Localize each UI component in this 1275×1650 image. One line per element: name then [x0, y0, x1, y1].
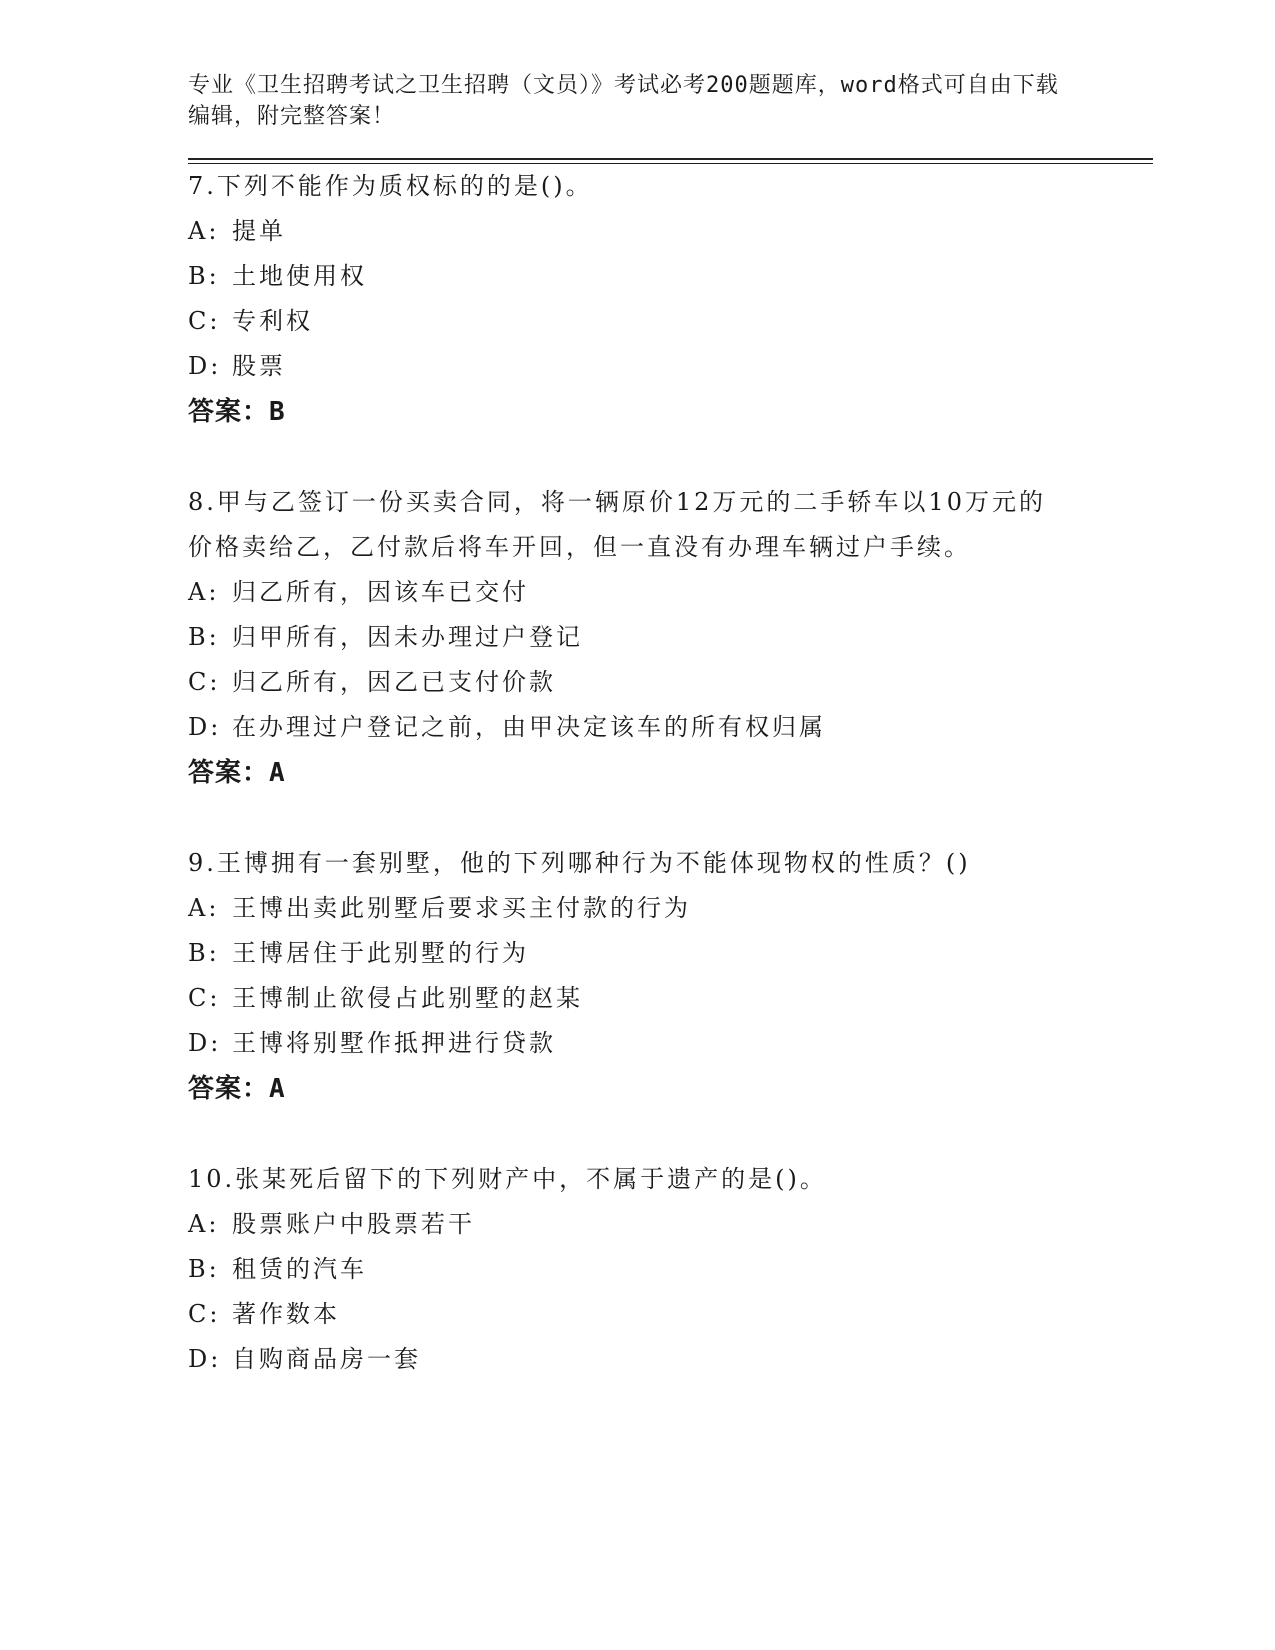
- option-key: D:: [188, 352, 222, 380]
- option-text: 王博制止欲侵占此别墅的赵某: [232, 984, 583, 1012]
- option-d: [188, 1337, 1153, 1382]
- question-stem: 8.甲与乙签订一份买卖合同，将一辆原价12万元的二手轿车以10万元的价格卖给乙，乙付款后将车开回，但一直没有办理车辆过户手续。: [188, 488, 1046, 561]
- option-text: 在办理过户登记之前，由甲决定该车的所有权归属: [232, 713, 826, 741]
- option-key: A:: [188, 217, 220, 245]
- option-key: C:: [188, 307, 221, 335]
- option-key: B:: [188, 623, 220, 651]
- answer-line: 答案：B: [188, 397, 286, 427]
- option-text: 归乙所有，因该车已交付: [232, 578, 529, 606]
- option-key: B:: [188, 1255, 220, 1283]
- option-key: C:: [188, 984, 221, 1012]
- question-stem: 10.张某死后留下的下列财产中，不属于遗产的是()。: [188, 1165, 827, 1193]
- answer-line: 答案：A: [188, 758, 286, 788]
- answer-line: 答案：A: [188, 1074, 286, 1104]
- option-key: A:: [188, 894, 220, 922]
- option-text: 王博出卖此别墅后要求买主付款的行为: [232, 894, 691, 922]
- option-d: [188, 705, 1153, 750]
- option-text: 王博居住于此别墅的行为: [232, 939, 529, 967]
- option-key: A:: [188, 578, 220, 606]
- option-key: D:: [188, 713, 222, 741]
- question-8: [188, 480, 1153, 796]
- option-text: 租赁的汽车: [232, 1255, 367, 1283]
- question-10: [188, 1157, 1153, 1382]
- option-c: [188, 1292, 1153, 1337]
- option-text: 王博将别墅作抵押进行贷款: [232, 1029, 556, 1057]
- option-text: 著作数本: [232, 1300, 340, 1328]
- option-key: A:: [188, 1210, 220, 1238]
- option-a: [188, 209, 1153, 254]
- option-text: 自购商品房一套: [232, 1345, 421, 1373]
- option-text: 归乙所有，因乙已支付价款: [232, 668, 556, 696]
- option-c: [188, 976, 1153, 1021]
- option-text: 提单: [232, 217, 286, 245]
- document-page: [188, 70, 1153, 1382]
- option-text: 股票: [232, 352, 286, 380]
- option-key: C:: [188, 1300, 221, 1328]
- option-text: 专利权: [232, 307, 313, 335]
- option-a: [188, 570, 1153, 615]
- option-d: [188, 344, 1153, 389]
- option-text: 股票账户中股票若干: [232, 1210, 475, 1238]
- option-key: C:: [188, 668, 221, 696]
- question-stem: 7.下列不能作为质权标的的是()。: [188, 172, 593, 200]
- question-9: [188, 841, 1153, 1112]
- option-c: [188, 660, 1153, 705]
- option-key: D:: [188, 1345, 222, 1373]
- option-a: [188, 886, 1153, 931]
- option-text: 归甲所有，因未办理过户登记: [232, 623, 583, 651]
- option-key: B:: [188, 939, 220, 967]
- option-c: [188, 299, 1153, 344]
- option-b: [188, 931, 1153, 976]
- question-stem: 9.王博拥有一套别墅，他的下列哪种行为不能体现物权的性质？(): [188, 849, 971, 877]
- option-b: [188, 254, 1153, 299]
- question-7: [188, 164, 1153, 435]
- option-b: [188, 615, 1153, 660]
- option-key: B:: [188, 262, 220, 290]
- document-header: 专业《卫生招聘考试之卫生招聘（文员）》考试必考200题题库，word格式可自由下载编辑，附完整答案！: [188, 73, 1059, 129]
- option-text: 土地使用权: [232, 262, 367, 290]
- option-b: [188, 1247, 1153, 1292]
- option-key: D:: [188, 1029, 222, 1057]
- option-d: [188, 1021, 1153, 1066]
- option-a: [188, 1202, 1153, 1247]
